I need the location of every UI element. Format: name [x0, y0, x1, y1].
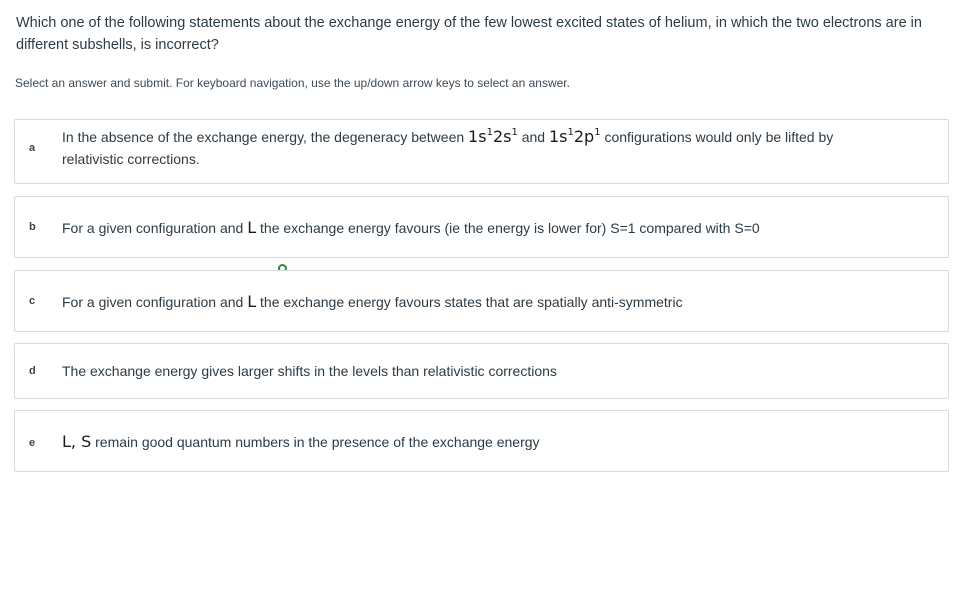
symbol-L: L [247, 292, 257, 311]
option-a-text-part-2: and [517, 129, 549, 145]
config-1-exp-2: 1 [511, 127, 518, 138]
config-1-shell-2: 2s [492, 127, 512, 146]
config-1-shell-1: 1s [468, 127, 487, 146]
configuration-1s2p [549, 127, 601, 146]
option-e-text-part-1: remain good quantum numbers in the presence of the exchange energy [91, 434, 540, 450]
answer-option-b[interactable] [14, 196, 949, 258]
config-2-shell-1: 1s [548, 127, 568, 146]
question-text: Which one of the following statements about the exchange energy of the few lowest excited states of helium, in which the two electrons are in different subshells, is incorrect? [16, 15, 922, 53]
option-letter-a: a [29, 142, 36, 154]
option-c-text-part-1: For a given configuration and [62, 294, 248, 310]
option-d-text-part-1: The exchange energy gives larger shifts in the levels than relativistic corrections [62, 363, 557, 379]
config-2-exp-2: 1 [594, 127, 601, 138]
answer-option-c[interactable] [14, 270, 949, 332]
answer-option-d[interactable] [14, 343, 949, 399]
answer-option-a[interactable] [14, 119, 949, 184]
option-b-text-part-1: For a given configuration and [62, 220, 248, 236]
option-text-d [62, 360, 928, 382]
option-text-c [62, 291, 928, 313]
symbol-L: L [247, 218, 257, 237]
option-text-e [62, 431, 928, 453]
option-a-text-part-3: configurations would only be lifted by [600, 129, 834, 145]
option-text-a [62, 126, 928, 170]
instructions-text: Select an answer and submit. For keyboard navigation, use the up/down arrow keys to select an answer. [15, 76, 570, 90]
option-letter-d: d [29, 365, 36, 377]
option-a-text-part-1: In the absence of the exchange energy, the degeneracy between [62, 129, 469, 145]
option-b-text-part-2: the exchange energy favours (ie the energy is lower for) S=1 compared with S=0 [256, 220, 760, 236]
config-1-exp-1: 1 [486, 127, 493, 138]
option-letter-e: e [29, 437, 36, 449]
config-2-shell-2: 2p [573, 127, 595, 146]
option-letter-b: b [29, 221, 36, 233]
option-letter-c: c [29, 295, 36, 307]
option-a-text-part-4: relativistic corrections. [62, 151, 200, 167]
configuration-1s2s [468, 127, 518, 146]
option-text-b [62, 217, 928, 239]
config-2-exp-1: 1 [567, 127, 574, 138]
option-c-text-part-2: the exchange energy favours states that are spatially anti-symmetric [256, 294, 683, 310]
answer-option-e[interactable] [14, 410, 949, 472]
symbol-L-S: L, S [62, 432, 92, 451]
